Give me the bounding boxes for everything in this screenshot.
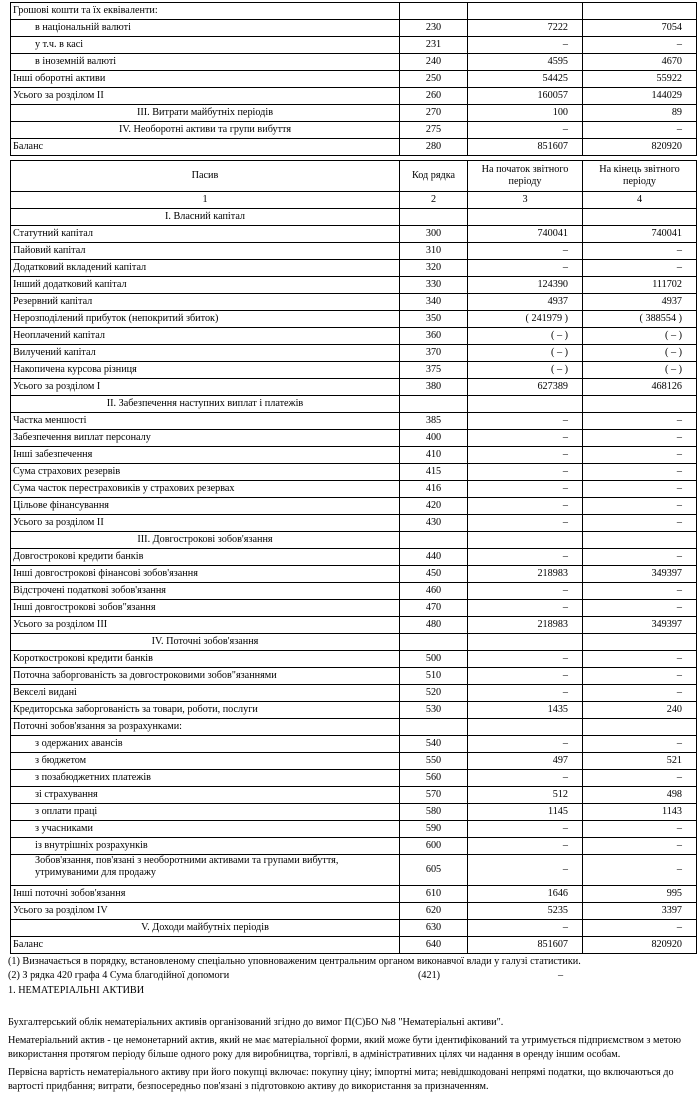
header-end-period: На кінець звітного періоду [583, 161, 697, 192]
row-start-value: – [468, 122, 583, 139]
row-label: III. Витрати майбутніх періодів [11, 105, 400, 122]
table-row [11, 634, 697, 651]
row-start-value [468, 209, 583, 226]
row-label: зі страхування [11, 787, 400, 804]
row-code: 605 [400, 855, 468, 886]
row-end-value: 4937 [583, 294, 697, 311]
row-start-value [468, 634, 583, 651]
table-row [11, 139, 697, 156]
row-code [400, 209, 468, 226]
row-code: 340 [400, 294, 468, 311]
table-row [11, 549, 697, 566]
row-label: Усього за розділом II [11, 88, 400, 105]
row-start-value: – [468, 430, 583, 447]
table-row [11, 498, 697, 515]
row-label: Поточна заборгованість за довгостроковими зобов"язаннями [11, 668, 400, 685]
row-end-value: 1143 [583, 804, 697, 821]
row-end-value: – [583, 498, 697, 515]
row-end-value: – [583, 600, 697, 617]
row-label: Неоплачений капітал [11, 328, 400, 345]
row-label: із внутрішніх розрахунків [11, 838, 400, 855]
footnote-2-text: (2) З рядка 420 графа 4 Сума благодійної допомоги [8, 970, 230, 981]
row-code: 580 [400, 804, 468, 821]
table-row [11, 787, 697, 804]
row-end-value [583, 396, 697, 413]
row-label: з позабюджетних платежів [11, 770, 400, 787]
row-label: Зобов'язання, пов'язані з необоротними активами та групами вибуття, утримуваними для продажу [11, 855, 400, 886]
row-code: 570 [400, 787, 468, 804]
row-start-value [468, 3, 583, 20]
row-start-value: 124390 [468, 277, 583, 294]
row-label: Інші довгострокові зобов"язання [11, 600, 400, 617]
table-row [11, 122, 697, 139]
table-row [11, 685, 697, 702]
row-label: IV. Необоротні активи та групи вибуття [11, 122, 400, 139]
row-start-value: 851607 [468, 139, 583, 156]
row-start-value: ( – ) [468, 345, 583, 362]
row-code: 510 [400, 668, 468, 685]
row-end-value: – [583, 855, 697, 886]
table-row [11, 54, 697, 71]
row-code: 610 [400, 886, 468, 903]
row-start-value: – [468, 668, 583, 685]
row-label: Інші оборотні активи [11, 71, 400, 88]
row-code: 350 [400, 311, 468, 328]
row-label: Сума часток перестраховиків у страхових резервах [11, 481, 400, 498]
row-label: I. Власний капітал [11, 209, 400, 226]
row-start-value: – [468, 549, 583, 566]
row-code: 275 [400, 122, 468, 139]
row-code: 415 [400, 464, 468, 481]
row-code [400, 532, 468, 549]
row-start-value: – [468, 464, 583, 481]
row-start-value: – [468, 838, 583, 855]
row-end-value: 740041 [583, 226, 697, 243]
row-end-value: 4670 [583, 54, 697, 71]
row-code: 550 [400, 753, 468, 770]
row-code: 416 [400, 481, 468, 498]
row-code: 370 [400, 345, 468, 362]
header-code: Код рядка [400, 161, 468, 192]
row-label: V. Доходи майбутніх періодів [11, 920, 400, 937]
row-label: Грошові кошти та їх еквіваленти: [11, 3, 400, 20]
row-code [400, 719, 468, 736]
row-start-value: – [468, 447, 583, 464]
row-end-value: 89 [583, 105, 697, 122]
row-label: Інші довгострокові фінансові зобов'язання [11, 566, 400, 583]
row-end-value: – [583, 651, 697, 668]
table-row [11, 651, 697, 668]
row-label: з оплати праці [11, 804, 400, 821]
row-start-value: 740041 [468, 226, 583, 243]
row-code: 240 [400, 54, 468, 71]
table-row [11, 920, 697, 937]
row-code: 310 [400, 243, 468, 260]
table-row [11, 600, 697, 617]
row-start-value: – [468, 481, 583, 498]
row-code: 330 [400, 277, 468, 294]
row-start-value: – [468, 736, 583, 753]
row-start-value: 1435 [468, 702, 583, 719]
row-end-value: – [583, 515, 697, 532]
row-start-value: 627389 [468, 379, 583, 396]
row-code [400, 396, 468, 413]
row-code: 480 [400, 617, 468, 634]
row-end-value: 820920 [583, 937, 697, 954]
row-label: Накопичена курсова різниця [11, 362, 400, 379]
row-end-value: – [583, 413, 697, 430]
row-label: Забезпечення виплат персоналу [11, 430, 400, 447]
row-end-value: – [583, 481, 697, 498]
row-start-value: – [468, 583, 583, 600]
row-end-value: 820920 [583, 139, 697, 156]
row-label: в іноземній валюті [11, 54, 400, 71]
row-code: 375 [400, 362, 468, 379]
row-code: 430 [400, 515, 468, 532]
row-label: Короткострокові кредити банків [11, 651, 400, 668]
row-label: Резервний капітал [11, 294, 400, 311]
table-row [11, 209, 697, 226]
row-start-value: 218983 [468, 617, 583, 634]
row-label: Цільове фінансування [11, 498, 400, 515]
row-label: Пайовий капітал [11, 243, 400, 260]
table-row [11, 736, 697, 753]
assets-table [10, 2, 697, 156]
row-code: 470 [400, 600, 468, 617]
row-end-value: 7054 [583, 20, 697, 37]
table-row [11, 464, 697, 481]
row-code: 450 [400, 566, 468, 583]
row-end-value [583, 634, 697, 651]
table-row [11, 311, 697, 328]
table-row [11, 886, 697, 903]
row-end-value: – [583, 464, 697, 481]
spacer [8, 998, 698, 1012]
row-label: Баланс [11, 937, 400, 954]
table-row [11, 937, 697, 954]
row-code: 600 [400, 838, 468, 855]
table-row [11, 243, 697, 260]
footnote-2-code: (421) [418, 970, 441, 981]
row-end-value: – [583, 583, 697, 600]
liabilities-table [10, 160, 697, 954]
table-row [11, 328, 697, 345]
row-code: 540 [400, 736, 468, 753]
row-start-value: – [468, 651, 583, 668]
row-start-value: – [468, 243, 583, 260]
row-start-value: 1646 [468, 886, 583, 903]
row-start-value: – [468, 413, 583, 430]
row-start-value: – [468, 920, 583, 937]
table-row [11, 88, 697, 105]
row-label: з бюджетом [11, 753, 400, 770]
row-end-value: 240 [583, 702, 697, 719]
row-label: Усього за розділом I [11, 379, 400, 396]
table-row [11, 532, 697, 549]
row-end-value: – [583, 838, 697, 855]
liabilities-header-row [11, 161, 697, 192]
notes-section [8, 955, 698, 1094]
column-number: 2 [400, 192, 468, 209]
table-row [11, 804, 697, 821]
table-row [11, 294, 697, 311]
row-code: 460 [400, 583, 468, 600]
row-code: 590 [400, 821, 468, 838]
column-number: 4 [583, 192, 697, 209]
row-label: IV. Поточні зобов'язання [11, 634, 400, 651]
row-code: 500 [400, 651, 468, 668]
row-end-value: – [583, 920, 697, 937]
row-start-value: – [468, 515, 583, 532]
row-end-value [583, 209, 697, 226]
row-end-value: – [583, 243, 697, 260]
table-row [11, 668, 697, 685]
row-end-value: 349397 [583, 617, 697, 634]
row-code: 420 [400, 498, 468, 515]
table-row [11, 447, 697, 464]
row-code: 620 [400, 903, 468, 920]
row-code [400, 3, 468, 20]
table-row [11, 260, 697, 277]
row-code: 640 [400, 937, 468, 954]
row-start-value [468, 396, 583, 413]
row-code: 360 [400, 328, 468, 345]
row-end-value: ( 388554 ) [583, 311, 697, 328]
row-end-value: 468126 [583, 379, 697, 396]
row-label: Баланс [11, 139, 400, 156]
table-row [11, 821, 697, 838]
row-start-value: 5235 [468, 903, 583, 920]
row-label: Додатковий вкладений капітал [11, 260, 400, 277]
row-code: 300 [400, 226, 468, 243]
row-label: Усього за розділом III [11, 617, 400, 634]
table-row [11, 515, 697, 532]
row-end-value [583, 532, 697, 549]
row-start-value [468, 719, 583, 736]
section-title: 1. НЕМАТЕРІАЛЬНІ АКТИВИ [8, 985, 145, 996]
row-label: Усього за розділом IV [11, 903, 400, 920]
row-end-value: – [583, 549, 697, 566]
header-pasyv: Пасив [11, 161, 400, 192]
row-end-value: – [583, 821, 697, 838]
row-label: Статутний капітал [11, 226, 400, 243]
table-row [11, 3, 697, 20]
footnote-1: (1) Визначається в порядку, встановленому спеціально уповноваженим центральним органом виконавчої влади у галузі статистики. [8, 956, 581, 967]
row-end-value [583, 3, 697, 20]
row-start-value: 4595 [468, 54, 583, 71]
row-start-value: – [468, 498, 583, 515]
table-row [11, 226, 697, 243]
table-row [11, 396, 697, 413]
row-label: Сума страхових резервів [11, 464, 400, 481]
row-end-value: – [583, 430, 697, 447]
row-label: III. Довгострокові зобов'язання [11, 532, 400, 549]
row-code: 230 [400, 20, 468, 37]
row-start-value: ( 241979 ) [468, 311, 583, 328]
row-code: 440 [400, 549, 468, 566]
row-code: 400 [400, 430, 468, 447]
row-start-value: – [468, 260, 583, 277]
row-end-value: 55922 [583, 71, 697, 88]
row-label: Інші поточні зобов'язання [11, 886, 400, 903]
row-start-value: 851607 [468, 937, 583, 954]
table-row [11, 903, 697, 920]
row-start-value: 100 [468, 105, 583, 122]
row-label: у т.ч. в касі [11, 37, 400, 54]
row-label: Довгострокові кредити банків [11, 549, 400, 566]
row-end-value: – [583, 668, 697, 685]
row-start-value: – [468, 685, 583, 702]
row-end-value: – [583, 685, 697, 702]
row-label: Кредиторська заборгованість за товари, роботи, послуги [11, 702, 400, 719]
column-number-row [11, 192, 697, 209]
row-end-value: 111702 [583, 277, 697, 294]
row-code: 231 [400, 37, 468, 54]
table-row [11, 838, 697, 855]
row-code: 630 [400, 920, 468, 937]
row-code: 260 [400, 88, 468, 105]
table-row [11, 37, 697, 54]
table-row [11, 481, 697, 498]
row-start-value [468, 532, 583, 549]
row-start-value: ( – ) [468, 362, 583, 379]
table-row [11, 430, 697, 447]
row-start-value: – [468, 855, 583, 886]
table-row [11, 345, 697, 362]
row-end-value: – [583, 37, 697, 54]
table-row [11, 855, 697, 886]
row-label: Частка меншості [11, 413, 400, 430]
row-label: Відстрочені податкові зобов'язання [11, 583, 400, 600]
row-label: II. Забезпечення наступних виплат і платежів [11, 396, 400, 413]
row-code: 560 [400, 770, 468, 787]
row-code [400, 634, 468, 651]
row-end-value: – [583, 260, 697, 277]
paragraph-initial-cost: Первісна вартість нематеріального активу при його покупці включає: покупну ціну; імпортні мита; невідшкодовані непрямі податки, що включаються до вартості придбання; витрати, безпосередньо пов'язані з підготовкою активу до використання за призначенням. [8, 1067, 674, 1092]
table-row [11, 379, 697, 396]
row-end-value: ( – ) [583, 345, 697, 362]
row-end-value: – [583, 447, 697, 464]
row-label: Усього за розділом II [11, 515, 400, 532]
paragraph-definition: Нематеріальний актив - це немонетарний актив, який не має матеріальної форми, який може бути ідентифікований та утримується підприємством з метою використання протягом періоду більше одного року для виробництва, торгівлі, в адміністративних цілях чи надання в оренду іншим особам. [8, 1035, 681, 1060]
row-code: 380 [400, 379, 468, 396]
row-end-value [583, 719, 697, 736]
row-end-value: 498 [583, 787, 697, 804]
table-row [11, 105, 697, 122]
row-label: Вилучений капітал [11, 345, 400, 362]
row-end-value: – [583, 736, 697, 753]
row-label: Інші забезпечення [11, 447, 400, 464]
row-start-value: ( – ) [468, 328, 583, 345]
row-label: Нерозподілений прибуток (непокритий збиток) [11, 311, 400, 328]
row-start-value: 218983 [468, 566, 583, 583]
table-row [11, 20, 697, 37]
row-end-value: – [583, 122, 697, 139]
table-row [11, 770, 697, 787]
row-start-value: 4937 [468, 294, 583, 311]
row-start-value: – [468, 600, 583, 617]
table-row [11, 362, 697, 379]
table-row [11, 753, 697, 770]
row-label: з учасниками [11, 821, 400, 838]
row-end-value: 349397 [583, 566, 697, 583]
row-code: 320 [400, 260, 468, 277]
row-end-value: – [583, 770, 697, 787]
table-row [11, 719, 697, 736]
row-code: 385 [400, 413, 468, 430]
row-code: 410 [400, 447, 468, 464]
row-start-value: 512 [468, 787, 583, 804]
row-label: Поточні зобов'язання за розрахунками: [11, 719, 400, 736]
row-start-value: 160057 [468, 88, 583, 105]
row-start-value: 497 [468, 753, 583, 770]
row-code: 520 [400, 685, 468, 702]
paragraph-accounting: Бухгалтерський облік нематеріальних активів організований згідно до вимог П(С)БО №8 "Нематеріальні активи". [8, 1017, 504, 1028]
row-start-value: 7222 [468, 20, 583, 37]
table-row [11, 617, 697, 634]
row-start-value: – [468, 821, 583, 838]
table-row [11, 413, 697, 430]
row-end-value: 521 [583, 753, 697, 770]
row-label: Інший додатковий капітал [11, 277, 400, 294]
row-code: 270 [400, 105, 468, 122]
row-end-value: 3397 [583, 903, 697, 920]
row-label: в національній валюті [11, 20, 400, 37]
column-number: 3 [468, 192, 583, 209]
footnote-2-value: – [558, 970, 564, 981]
row-code: 250 [400, 71, 468, 88]
row-start-value: – [468, 770, 583, 787]
table-row [11, 583, 697, 600]
row-start-value: 54425 [468, 71, 583, 88]
table-row [11, 702, 697, 719]
footnote-2 [8, 969, 698, 983]
row-start-value: 1145 [468, 804, 583, 821]
table-row [11, 566, 697, 583]
table-row [11, 71, 697, 88]
row-end-value: ( – ) [583, 362, 697, 379]
row-code: 280 [400, 139, 468, 156]
row-end-value: 144029 [583, 88, 697, 105]
row-label: з одержаних авансів [11, 736, 400, 753]
row-start-value: – [468, 37, 583, 54]
column-number: 1 [11, 192, 400, 209]
table-row [11, 277, 697, 294]
header-start-period: На початок звітного періоду [468, 161, 583, 192]
row-end-value: ( – ) [583, 328, 697, 345]
row-code: 530 [400, 702, 468, 719]
row-label: Векселі видані [11, 685, 400, 702]
row-end-value: 995 [583, 886, 697, 903]
